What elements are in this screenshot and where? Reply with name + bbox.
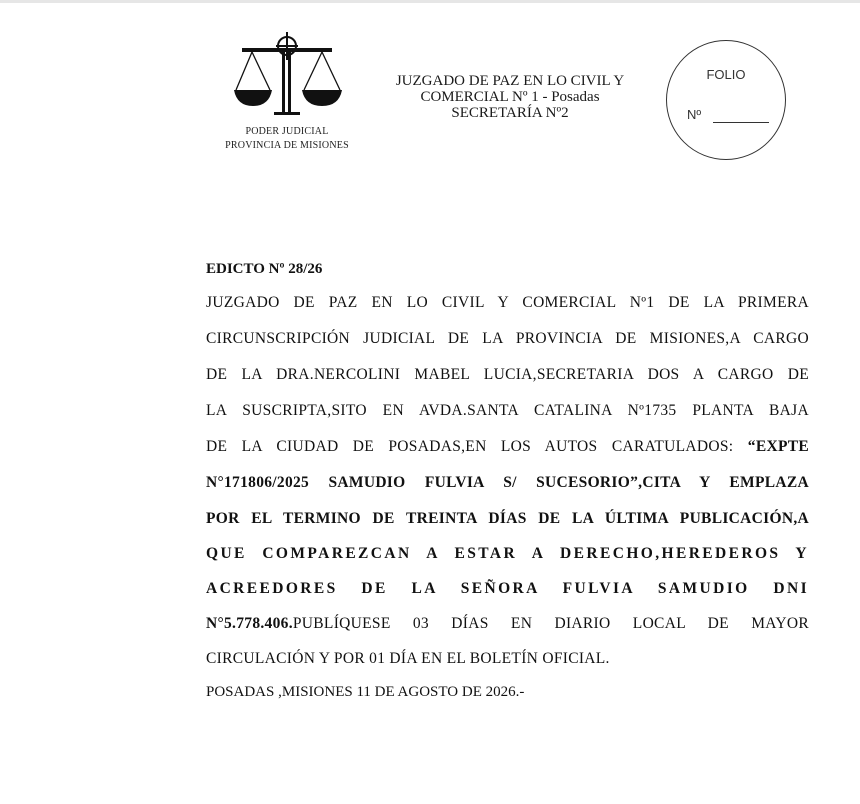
edict-line: CIRCULACIÓN Y POR 01 DÍA EN EL BOLETÍN OFICIAL. xyxy=(206,650,610,667)
edict-line: POR EL TERMINO DE TREINTA DÍAS DE LA ÚLTIMA PUBLICACIÓN,A xyxy=(206,510,809,527)
folio-label: FOLIO xyxy=(706,67,746,82)
edict-line: JUZGADO DE PAZ EN LO CIVIL Y COMERCIAL Nº1 DE LA PRIMERA xyxy=(206,294,809,311)
edict-title: EDICTO Nº 28/26 xyxy=(206,261,323,277)
poder-judicial-logo xyxy=(214,26,360,160)
edict-line: CIRCUNSCRIPCIÓN JUDICIAL DE LA PROVINCIA DE MISIONES,A CARGO xyxy=(206,330,809,347)
scales-of-justice-icon xyxy=(230,26,344,124)
edict-text: PUBLÍQUESE 03 DÍAS EN DIARIO LOCAL DE MAYOR xyxy=(292,615,809,632)
edict-line xyxy=(206,615,809,633)
edict-line: ACREEDORES DE LA SEÑORA FULVIA SAMUDIO DNI xyxy=(206,580,809,597)
edict-line: N°171806/2025 SAMUDIO FULVIA S/ SUCESORIO”,CITA Y EMPLAZA xyxy=(206,474,809,491)
folio-number-label: Nº xyxy=(687,107,702,122)
court-header-line: SECRETARÍA Nº2 xyxy=(451,105,569,121)
edict-line: DE LA DRA.NERCOLINI MABEL LUCIA,SECRETARIA DOS A CARGO DE xyxy=(206,366,809,383)
edict-bold-text: N°5.778.406. xyxy=(206,615,293,632)
court-header-line: JUZGADO DE PAZ EN LO CIVIL Y xyxy=(395,73,625,89)
edict-line: QUE COMPAREZCAN A ESTAR A DERECHO,HEREDEROS Y xyxy=(206,545,809,562)
edict-closing: POSADAS ,MISIONES 11 DE AGOSTO DE 2026.- xyxy=(206,684,525,700)
edict-bold-text: “EXPTE xyxy=(747,438,809,455)
folio-stamp xyxy=(666,40,786,160)
logo-caption-poder-judicial: PODER JUDICIAL xyxy=(245,126,329,137)
court-header xyxy=(372,73,648,121)
logo-caption-provincia: PROVINCIA DE MISIONES xyxy=(225,140,349,151)
top-rule xyxy=(0,0,860,3)
folio-number-blank xyxy=(713,122,769,123)
court-header-line: COMERCIAL Nº 1 - Posadas xyxy=(420,89,600,105)
edict-line xyxy=(206,438,809,456)
edict-text: DE LA CIUDAD DE POSADAS,EN LOS AUTOS CARATULADOS: xyxy=(206,438,734,455)
edict-line: LA SUSCRIPTA,SITO EN AVDA.SANTA CATALINA Nº1735 PLANTA BAJA xyxy=(206,402,809,419)
